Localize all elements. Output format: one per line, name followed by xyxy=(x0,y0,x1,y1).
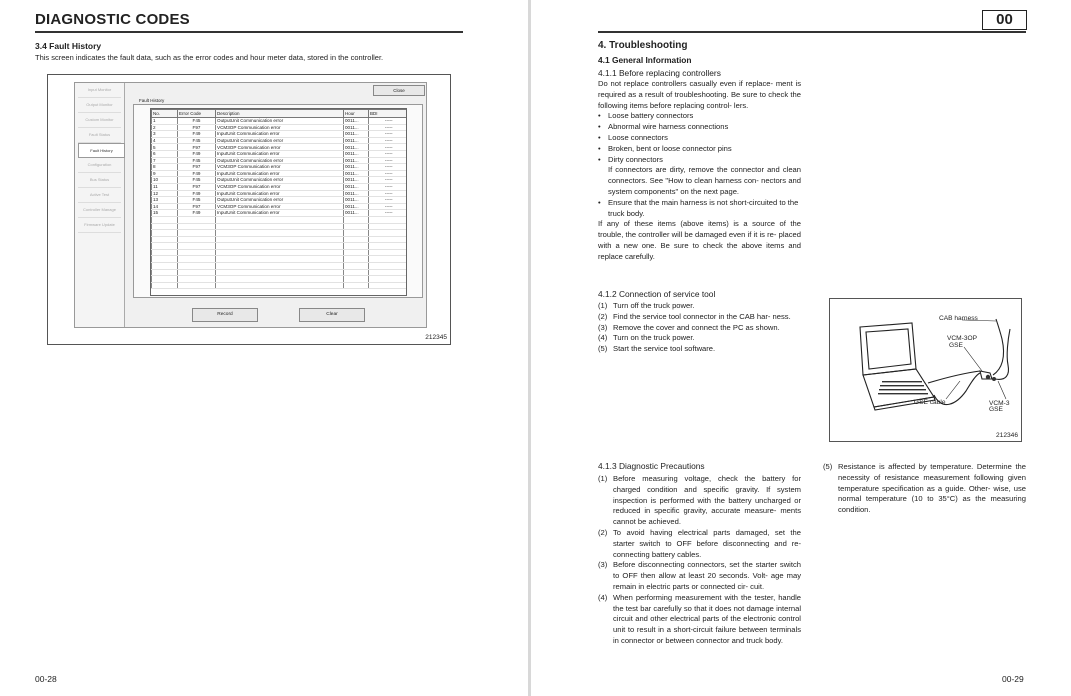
table-cell: InputUnit Communication error xyxy=(216,190,344,197)
table-cell: 14 xyxy=(152,203,178,210)
section-description: This screen indicates the fault data, such as the error codes and hour meter data, stored in the controller. xyxy=(35,53,384,62)
table-cell: 2 xyxy=(152,124,178,131)
table-cell: 6 xyxy=(152,150,178,157)
table-cell: VCM3OP Communication error xyxy=(216,144,344,151)
table-cell: 0011... xyxy=(344,137,369,144)
item-number: (4) xyxy=(598,592,608,602)
table-cell: 0011... xyxy=(344,177,369,184)
vcm3-label: VCM-3 xyxy=(989,400,1010,407)
table-cell: OutputUnit Communication error xyxy=(216,177,344,184)
table-cell: 0011... xyxy=(344,183,369,190)
table-cell: 0011... xyxy=(344,144,369,151)
item-number: (1) xyxy=(598,301,608,310)
table-cell: 0011... xyxy=(344,131,369,138)
item-text: Find the service tool connector in the CAB har- ness. xyxy=(613,311,791,321)
item-text: When performing measurement with the tester, handle the test bar carefully so that it does not damage internal circuit and other electrical parts of the electronic control unit to result in a short-circuit failure between terminals in connector or between connector and truck body. xyxy=(613,592,801,645)
vcm3op-label: VCM-3OP xyxy=(947,335,978,342)
table-cell: OutputUnit Communication error xyxy=(216,137,344,144)
check-item: • Ensure that the main harness is not short-circuited to the truck body. xyxy=(598,198,801,220)
sidebar-item[interactable]: Active Test xyxy=(78,188,121,203)
heading-troubleshooting: 4. Troubleshooting xyxy=(598,40,688,51)
page-header-title: DIAGNOSTIC CODES xyxy=(35,11,190,28)
header-rule xyxy=(35,31,463,33)
table-cell: ----- xyxy=(369,150,408,157)
table-cell: 0011... xyxy=(344,150,369,157)
heading-before-replacing: 4.1.1 Before replacing controllers xyxy=(598,68,721,78)
item-number: (5) xyxy=(823,462,833,471)
table-cell: ----- xyxy=(369,164,408,171)
empty-row xyxy=(152,230,408,237)
empty-row xyxy=(152,256,408,263)
table-cell: 4 xyxy=(152,137,178,144)
table-row[interactable] xyxy=(152,177,408,184)
table-cell: 0011... xyxy=(344,164,369,171)
numbered-item xyxy=(598,593,801,647)
table-cell: OutputUnit Communication error xyxy=(216,118,344,125)
column-header: Hour xyxy=(344,110,369,118)
page-number: 00-28 xyxy=(35,674,57,684)
table-cell: ----- xyxy=(369,124,408,131)
item-text: Start the service tool software. xyxy=(613,344,716,354)
numbered-item xyxy=(598,560,801,592)
gse-label-2: GSE xyxy=(989,406,1003,413)
table-cell: ----- xyxy=(369,118,408,125)
table-row[interactable] xyxy=(152,197,408,204)
table-cell: ----- xyxy=(369,170,408,177)
table-cell: InputUnit Communication error xyxy=(216,170,344,177)
column-header: No. xyxy=(152,110,178,118)
table-cell: 0011... xyxy=(344,118,369,125)
table-row[interactable] xyxy=(152,137,408,144)
empty-row xyxy=(152,223,408,230)
replace-controllers-section xyxy=(598,79,801,263)
empty-row xyxy=(152,276,408,283)
table-cell: ----- xyxy=(369,177,408,184)
table-cell: OutputUnit Communication error xyxy=(216,157,344,164)
clear-button[interactable]: Clear xyxy=(299,308,365,322)
table-cell: F45 xyxy=(178,118,216,125)
heading-diagnostic-precautions: 4.1.3 Diagnostic Precautions xyxy=(598,461,705,471)
precautions-column-1 xyxy=(598,474,801,647)
table-cell: 0011... xyxy=(344,190,369,197)
table-cell: 5 xyxy=(152,144,178,151)
table-cell: ----- xyxy=(369,137,408,144)
empty-row xyxy=(152,249,408,256)
table-cell: ----- xyxy=(369,203,408,210)
numbered-item xyxy=(598,333,801,344)
sidebar-item[interactable]: Input Monitor xyxy=(78,83,121,98)
item-text: Turn off the truck power. xyxy=(613,301,695,310)
table-cell: F97 xyxy=(178,203,216,210)
table-cell: 10 xyxy=(152,177,178,184)
check-item: • Broken, bent or loose connector pins xyxy=(598,144,801,155)
table-cell: F49 xyxy=(178,190,216,197)
sidebar-item[interactable]: Custom Monitor xyxy=(78,113,121,128)
check-item: • Loose connectors xyxy=(598,133,801,144)
table-cell: F97 xyxy=(178,124,216,131)
table-cell: 0011... xyxy=(344,124,369,131)
item-number: (3) xyxy=(598,322,608,332)
numbered-item xyxy=(598,528,801,560)
column-header: Error Code xyxy=(178,110,216,118)
sidebar-item[interactable]: Firmware Update xyxy=(78,218,121,233)
table-cell: 1 xyxy=(152,118,178,125)
empty-row xyxy=(152,282,408,289)
table-row[interactable] xyxy=(152,144,408,151)
table-row[interactable] xyxy=(152,118,408,125)
table-cell: ----- xyxy=(369,190,408,197)
record-button[interactable]: Record xyxy=(192,308,258,322)
table-cell: 0011... xyxy=(344,203,369,210)
item-number: (1) xyxy=(598,474,608,483)
table-cell: F49 xyxy=(178,150,216,157)
fault-history-panel xyxy=(133,104,423,298)
sidebar-item[interactable]: Output Monitor xyxy=(78,98,121,113)
dirty-connectors-note: If connectors are dirty, remove the connector and clean connectors. See "How to clean harness con- nectors and system components" on the next page. xyxy=(608,165,801,196)
check-item: • Loose battery connectors xyxy=(598,111,801,122)
gse-label-1: GSE xyxy=(949,342,963,349)
table-cell: 7 xyxy=(152,157,178,164)
page-number: 00-29 xyxy=(1002,674,1024,684)
table-cell: 0011... xyxy=(344,210,369,217)
table-cell: VCM3OP Communication error xyxy=(216,203,344,210)
empty-row xyxy=(152,216,408,223)
numbered-item xyxy=(598,474,801,528)
table-cell: InputUnit Communication error xyxy=(216,210,344,217)
connection-figure xyxy=(829,298,1022,442)
table-cell: 15 xyxy=(152,210,178,217)
table-cell: F97 xyxy=(178,164,216,171)
item-number: (2) xyxy=(598,527,608,537)
table-cell: ----- xyxy=(369,210,408,217)
figure-id: 212346 xyxy=(995,432,1018,439)
table-cell: 13 xyxy=(152,197,178,204)
empty-row xyxy=(152,269,408,276)
connection-steps xyxy=(598,301,801,355)
sidebar-item[interactable]: Fault History xyxy=(78,143,125,158)
table-cell: F45 xyxy=(178,137,216,144)
numbered-item xyxy=(598,323,801,334)
check-item: • Abnormal wire harness connections xyxy=(598,122,801,133)
sidebar-item[interactable]: Controller Manage xyxy=(78,203,121,218)
empty-row xyxy=(152,243,408,250)
table-row[interactable] xyxy=(152,157,408,164)
table-cell: ----- xyxy=(369,183,408,190)
close-button[interactable]: Close xyxy=(373,85,425,96)
table-cell: VCM3OP Communication error xyxy=(216,183,344,190)
table-header xyxy=(152,110,408,118)
table-cell: ----- xyxy=(369,197,408,204)
table-cell: VCM3OP Communication error xyxy=(216,164,344,171)
left-page xyxy=(0,0,528,696)
table-row[interactable] xyxy=(152,203,408,210)
numbered-item xyxy=(598,301,801,312)
item-number: (3) xyxy=(598,560,608,570)
table-cell: 8 xyxy=(152,164,178,171)
item-text: Remove the cover and connect the PC as shown. xyxy=(613,322,780,332)
table-row[interactable] xyxy=(152,170,408,177)
table-cell: 0011... xyxy=(344,157,369,164)
table-cell: F45 xyxy=(178,197,216,204)
empty-row xyxy=(152,236,408,243)
check-item: • Dirty connectors xyxy=(598,155,801,166)
table-cell: F45 xyxy=(178,177,216,184)
precautions-column-2 xyxy=(823,462,1026,516)
table-cell: F49 xyxy=(178,210,216,217)
item-number: (4) xyxy=(598,333,608,343)
table-cell: 0011... xyxy=(344,170,369,177)
column-header: BDI xyxy=(369,110,408,118)
table-row[interactable] xyxy=(152,124,408,131)
fault-history-label: Fault History xyxy=(139,98,165,103)
table-row[interactable] xyxy=(152,183,408,190)
table-cell: F49 xyxy=(178,131,216,138)
table-row[interactable] xyxy=(152,164,408,171)
fault-history-figure xyxy=(47,74,451,345)
table-cell: OutputUnit Communication error xyxy=(216,197,344,204)
table-row[interactable] xyxy=(152,210,408,217)
table-cell: 12 xyxy=(152,190,178,197)
check-list xyxy=(598,111,801,165)
table-cell: VCM3OP Communication error xyxy=(216,124,344,131)
figure-id: 212345 xyxy=(425,334,447,341)
fault-table xyxy=(150,108,407,296)
table-cell: 0011... xyxy=(344,197,369,204)
item-number: (2) xyxy=(598,311,608,321)
intro-paragraph: Do not replace controllers casually even if replace- ment is required as a result of troubleshooting. Be sure to check the following items before replacing control- lers. xyxy=(598,79,801,110)
sidebar-item[interactable]: Bus Status xyxy=(78,173,121,188)
table-cell: 3 xyxy=(152,131,178,138)
right-page xyxy=(531,0,1071,696)
table-cell: F97 xyxy=(178,183,216,190)
column-header: Description xyxy=(216,110,344,118)
table-cell: F45 xyxy=(178,157,216,164)
item-text: Resistance is affected by temperature. Determine the necessity of resistance measurement following given temperature specification as a guide. Other- wise, use normal temperature (10 to 35°C) as the measuring condition. xyxy=(838,462,1026,515)
warning-paragraph: If any of these items (above items) is a source of the trouble, the controller will be damaged even if it is re- placed with a new one. Be sure to check the above items and replace carefully. xyxy=(598,219,801,261)
table-cell: ----- xyxy=(369,131,408,138)
numbered-item xyxy=(598,344,801,355)
table-cell: ----- xyxy=(369,157,408,164)
numbered-item xyxy=(598,312,801,323)
chapter-number: 00 xyxy=(982,10,1027,30)
item-text: To avoid having electrical parts damaged, set the starter switch to OFF before disconnecting and re- connecting battery cables. xyxy=(613,527,801,559)
header-rule xyxy=(598,31,1026,33)
sidebar-item[interactable]: Configuration xyxy=(78,158,121,173)
item-number: (5) xyxy=(598,344,608,354)
table-cell: ----- xyxy=(369,144,408,151)
table-row[interactable] xyxy=(152,190,408,197)
sidebar-item[interactable]: Fault Status xyxy=(78,128,121,143)
gse-cable-label: GSE cable xyxy=(914,399,946,406)
table-cell: 9 xyxy=(152,170,178,177)
item-text: Turn on the truck power. xyxy=(613,333,695,343)
numbered-item xyxy=(823,462,1026,516)
table-row[interactable] xyxy=(152,150,408,157)
menu-sidebar xyxy=(75,83,125,327)
cab-harness-label: CAB harness xyxy=(939,315,978,322)
service-tool-window xyxy=(74,82,427,328)
table-cell: InputUnit Communication error xyxy=(216,150,344,157)
item-text: Before disconnecting connectors, set the starter switch to OFF then allow at least 20 seconds. Volt- age may remain in electric parts or connected cir- cuit. xyxy=(613,560,801,591)
table-cell: 11 xyxy=(152,183,178,190)
table-cell: InputUnit Communication error xyxy=(216,131,344,138)
section-title: 3.4 Fault History xyxy=(35,41,102,51)
table-cell: F49 xyxy=(178,170,216,177)
item-text: Before measuring voltage, check the battery for charged condition and specific gravity. If system inspection is performed with the battery uncharged or reduced in specific gravity, accurate measure- ments cannot be achieved. xyxy=(613,474,801,527)
empty-row xyxy=(152,263,408,270)
table-row[interactable] xyxy=(152,131,408,138)
heading-general-information: 4.1 General Information xyxy=(598,55,692,65)
laptop-connection-illustration xyxy=(830,299,1023,443)
heading-connection: 4.1.2 Connection of service tool xyxy=(598,289,716,299)
table-cell: F97 xyxy=(178,144,216,151)
